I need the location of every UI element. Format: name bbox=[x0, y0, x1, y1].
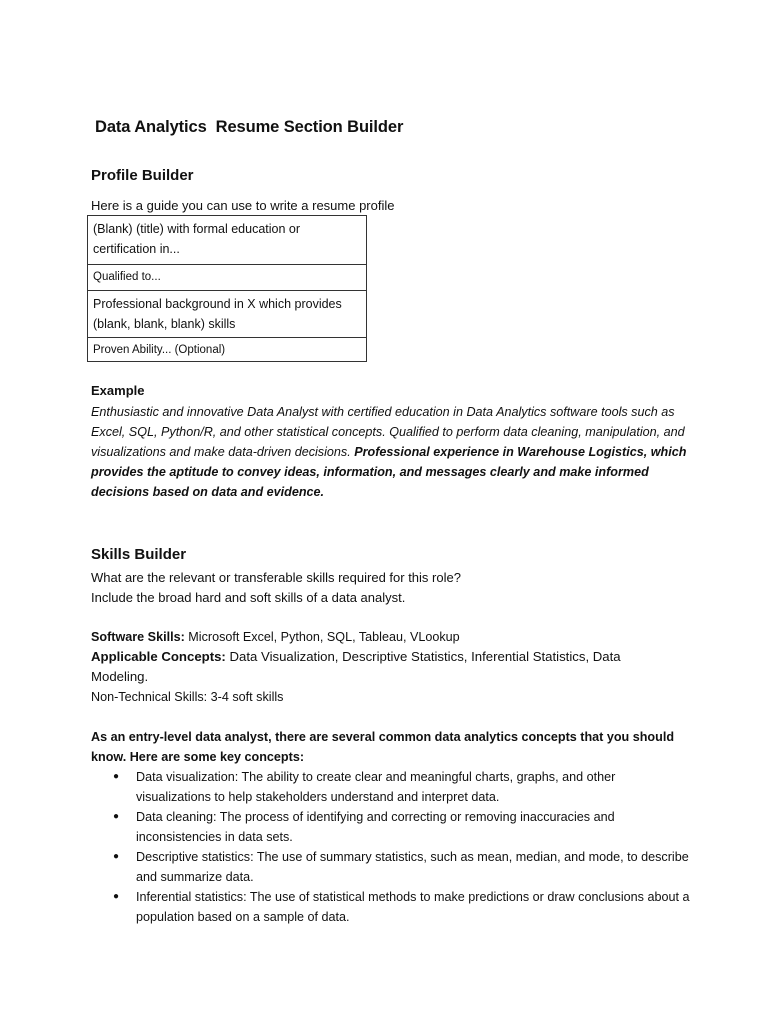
list-item bbox=[91, 807, 691, 847]
profile-guide-table bbox=[87, 215, 367, 362]
table-row bbox=[88, 216, 367, 265]
profile-builder-intro: Here is a guide you can use to write a resume profile bbox=[91, 198, 395, 213]
table-row bbox=[88, 265, 367, 291]
key-concepts-intro: As an entry-level data analyst, there are several common data analytics concepts that you should know. Here are some key concepts: bbox=[91, 730, 675, 764]
list-item-text: Data cleaning: The process of identifying and correcting or removing inaccuracies and inconsistencies in data sets. bbox=[136, 810, 615, 844]
table-cell: (Blank) (title) with formal education or certification in... bbox=[88, 216, 367, 265]
software-skills-value: Microsoft Excel, Python, SQL, Tableau, VLookup bbox=[184, 630, 460, 644]
skills-builder-heading: Skills Builder bbox=[91, 546, 187, 563]
table-row bbox=[88, 291, 367, 338]
applicable-concepts-value: Data Visualization, Descriptive Statistics, Inferential Statistics, Data bbox=[225, 649, 621, 664]
list-item bbox=[91, 767, 691, 807]
list-item-text: Data visualization: The ability to create clear and meaningful charts, graphs, and other visualizations to help stakeholders understand and interpret data. bbox=[136, 770, 616, 804]
software-skills-label: Software Skills: bbox=[91, 630, 185, 644]
table-cell: Professional background in X which provides (blank, blank, blank) skills bbox=[88, 291, 367, 338]
example-heading: Example bbox=[91, 383, 145, 398]
list-item bbox=[91, 847, 691, 887]
skills-question: What are the relevant or transferable skills required for this role? bbox=[91, 570, 461, 585]
table-row bbox=[88, 338, 367, 362]
example-italic-text: Enthusiastic and innovative Data Analyst with certified education in Data Analytics software tools such as Excel, SQL, Python/R, and other statistical concepts. Qualified to perform data cleaning, manipulation, and visualizations and make data-driven decisions. bbox=[91, 405, 685, 459]
list-item-text: Descriptive statistics: The use of summary statistics, such as mean, median, and mode, to describe and summarize data. bbox=[136, 850, 689, 884]
applicable-concepts-line bbox=[91, 647, 621, 667]
bullet-icon: ● bbox=[113, 771, 120, 782]
document-title: Data Analytics Resume Section Builder bbox=[95, 118, 404, 136]
table-cell: Qualified to... bbox=[88, 265, 367, 291]
bullet-icon: ● bbox=[113, 811, 120, 822]
example-paragraph bbox=[91, 402, 691, 502]
applicable-concepts-label: Applicable Concepts: bbox=[91, 649, 226, 664]
skills-list bbox=[91, 627, 621, 707]
example-bold-text: Professional experience in Warehouse Logistics, which provides the aptitude to convey ideas, information, and messages clearly and make informed decisions based on data and evidence. bbox=[91, 445, 687, 499]
bullet-icon: ● bbox=[113, 891, 120, 902]
non-technical-skills-line: Non-Technical Skills: 3-4 soft skills bbox=[91, 690, 284, 704]
list-item-text: Inferential statistics: The use of statistical methods to make predictions or draw conclusions about a population based on a sample of data. bbox=[136, 890, 690, 924]
table-cell: Proven Ability... (Optional) bbox=[88, 338, 367, 362]
applicable-concepts-cont: Modeling. bbox=[91, 669, 149, 684]
skills-instruction: Include the broad hard and soft skills of a data analyst. bbox=[91, 590, 406, 605]
profile-builder-heading: Profile Builder bbox=[91, 167, 194, 184]
list-item bbox=[91, 887, 691, 927]
software-skills-line bbox=[91, 627, 621, 647]
key-concepts-list bbox=[91, 767, 691, 927]
bullet-icon: ● bbox=[113, 851, 120, 862]
